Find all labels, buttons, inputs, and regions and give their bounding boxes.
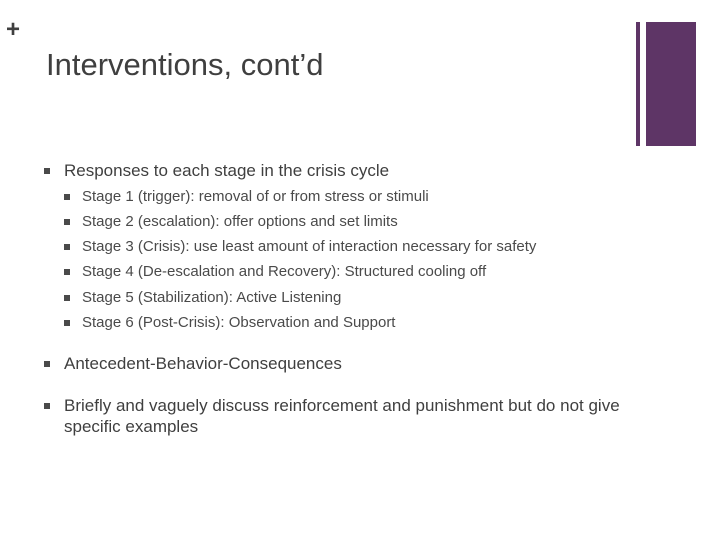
sub-list-item-text: Stage 2 (escalation): offer options and set limits [82, 213, 398, 230]
square-bullet-icon [44, 168, 50, 174]
square-bullet-icon [64, 269, 70, 275]
sub-list-item-text: Stage 6 (Post-Crisis): Observation and Support [82, 314, 396, 331]
accent-bar-thick [646, 22, 696, 146]
square-bullet-icon [44, 361, 50, 367]
list-item-text: Antecedent-Behavior-Consequences [64, 354, 342, 373]
square-bullet-icon [64, 295, 70, 301]
list-item-text: Responses to each stage in the crisis cycle [64, 161, 390, 180]
slide-title: Interventions, cont’d [46, 47, 324, 82]
sub-list-item-text: Stage 4 (De-escalation and Recovery): Structured cooling off [82, 263, 487, 280]
square-bullet-icon [64, 320, 70, 326]
square-bullet-icon [64, 194, 70, 200]
plus-icon: + [6, 16, 21, 43]
sub-list-item-text: Stage 5 (Stabilization): Active Listening [82, 289, 342, 306]
sub-list-item-text: Stage 1 (trigger): removal of or from stress or stimuli [82, 188, 429, 205]
square-bullet-icon [44, 403, 50, 409]
square-bullet-icon [64, 219, 70, 225]
sub-list-item-text: Stage 3 (Crisis): use least amount of interaction necessary for safety [82, 238, 537, 255]
square-bullet-icon [64, 244, 70, 250]
list-item-text: Briefly and vaguely discuss reinforcement and punishment but do not give specific examples [64, 396, 620, 436]
accent-bar-thin [636, 22, 640, 146]
